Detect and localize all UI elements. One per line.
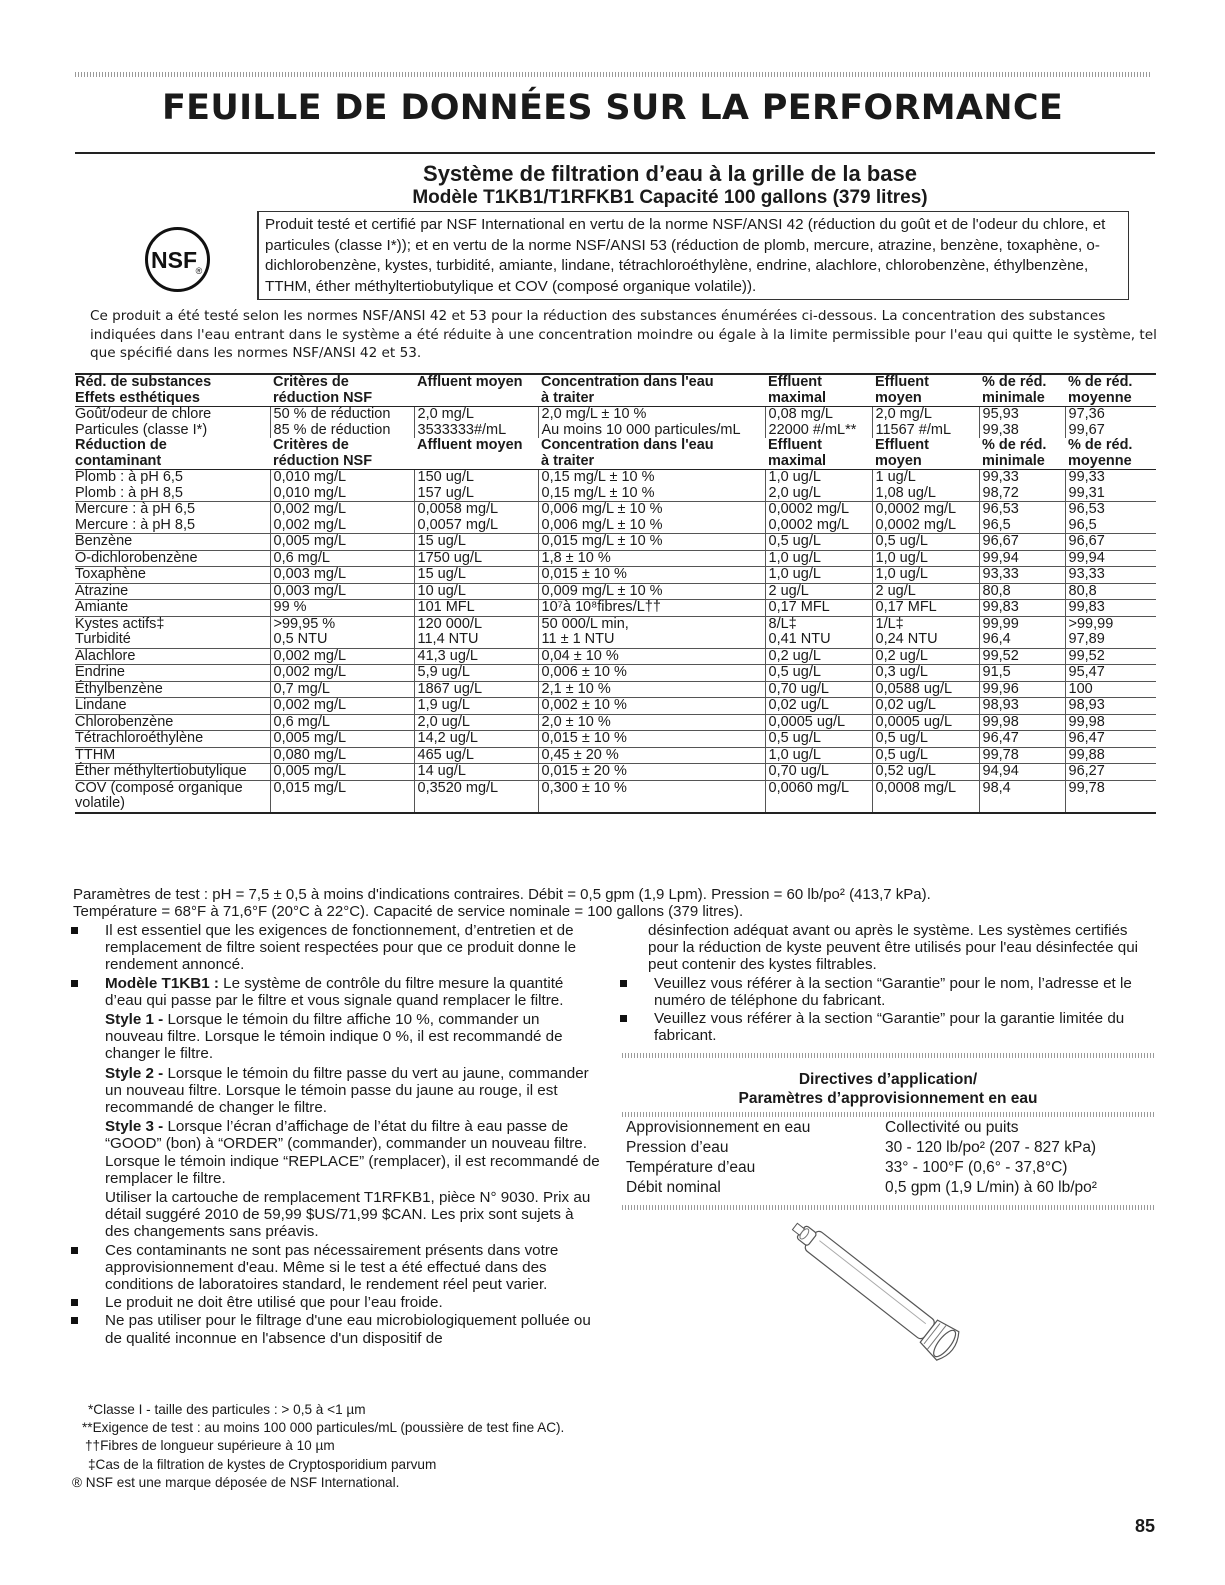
nsf-logo-reg: ® [195,266,203,276]
table-cell: 1,0 ug/L [872,550,979,567]
table-cell: 93,33 [979,567,1065,584]
column-header: Affluent moyen [417,437,523,453]
table-cell: 99,52 [1065,648,1156,665]
table-cell: 5,9 ug/L [414,665,538,682]
table-cell: 50 000/L min, 11 ± 1 NTU [538,616,765,648]
directives-heading: Directives d’application/ Paramètres d’approvisionnement en eau [738,1071,1038,1107]
table-cell: 99,98 [979,714,1065,731]
table-row [75,550,1156,567]
table-cell: 96,67 [1065,534,1156,551]
table-header-row [75,374,1156,407]
table-row [75,764,1156,781]
nsf-logo-icon [144,226,211,293]
table-cell: 99,98 [1065,714,1156,731]
table-cell: 0,17 MFL [765,600,872,617]
table-cell: 0,009 mg/L ± 10 % [538,583,765,600]
table-cell: 1,9 ug/L [414,698,538,715]
table-cell: 98,93 [1065,698,1156,715]
table-cell: 99,88 [1065,747,1156,764]
column-header: Effluent maximal [768,437,827,469]
style-3-note: Style 3 - Lorsque l’écran d’affichage de l’état du filtre à eau passe de “GOOD” (bon) à “ORDER” (commander), commander un nouveau filtre. Lorsque le témoin indique “REPLACE” (remplacer), il est recommandé de remplacer le filtre. [105,1118,600,1187]
table-cell: 10 ug/L [414,583,538,600]
table-cell: Atrazine [75,583,270,600]
table-row [75,681,1156,698]
table-cell: Chlorobenzène [75,714,270,731]
table-cell: 1 ug/L 1,08 ug/L [872,470,979,502]
table-cell: 0,002 mg/L [270,648,414,665]
table-cell: 0,6 mg/L [270,714,414,731]
list-item: Ne pas utiliser pour le filtrage d'une eau microbiologiquement polluée ou de qualité inconnue en l'absence d'un dispositif de [60,1312,600,1346]
table-cell: 1,0 ug/L [765,747,872,764]
table-cell: Goût/odeur de chlore Particules (classe I*) [75,407,270,439]
filter-cartridge-icon [780,1218,980,1368]
column-header: Critères de réduction NSF [270,374,414,407]
footnote: **Exigence de test : au moins 100 000 particules/mL (poussière de test fine AC). [82,1420,565,1436]
table-cell: 0,7 mg/L [270,681,414,698]
style-1-note: Style 1 - Lorsque le témoin du filtre affiche 10 %, commander un nouveau filtre. Lorsque le témoin indique 0 %, il est recommandé de changer le filtre. [105,1011,563,1063]
table-cell: 80,8 [1065,583,1156,600]
table-cell: 95,93 99,38 [979,407,1065,439]
style-2-note: Style 2 - Lorsque le témoin du filtre passe du vert au jaune, commander un nouveau filtre. Lorsque le témoin passe du jaune au rouge, il est recommandé de changer le filtre. [105,1064,589,1117]
test-params-line: Température = 68°F à 71,6°F (20°C à 22°C). Capacité de service nominale = 100 gallons (379 litres). [73,903,744,920]
table-cell: 91,5 [979,665,1065,682]
table-cell: 0,002 mg/L [270,665,414,682]
column-header: % de réd. moyenne [1065,374,1156,407]
column-header: Effluent maximal [765,374,872,407]
column-header: Effluent moyen [872,374,979,407]
table-cell: 99,83 [979,600,1065,617]
table-cell: 0,70 ug/L [765,764,872,781]
table-row: Approvisionnement en eau Collectivité ou puits [626,1119,1019,1136]
column-header: % de réd. minimale [982,437,1047,469]
table-row: Température d’eau 33° - 100°F (0,6° - 37,8°C) [626,1159,1068,1176]
table-cell: 99,94 [979,550,1065,567]
table-row [75,583,1156,600]
table-cell: Amiante [75,600,270,617]
left-bullet-list [60,922,600,1348]
table-cell: 2 ug/L [765,583,872,600]
table-cell: 99 % [270,600,414,617]
table-cell: 99,33 98,72 [979,470,1065,502]
column-header: Concentration dans l'eau à traiter [541,437,714,469]
table-cell: 0,015 mg/L ± 10 % [538,534,765,551]
table-cell: Éthylbenzène [75,681,270,698]
model-subtitle: Modèle T1KB1/T1RFKB1 Capacité 100 gallons (379 litres) [412,187,928,208]
table-cell: 0,015 ± 20 % [538,764,765,781]
table-cell: 0,5 ug/L [765,534,872,551]
table-cell: 1,0 ug/L 2,0 ug/L [765,470,872,502]
certification-box: Produit testé et certifié par NSF International en vertu de la norme NSF/ANSI 42 (réduction du goût et de l'odeur du chlore, et particules (classe I*)); et en vertu de la norme NSF/ANSI 53 (réduction de plomb, mercure, atrazine, benzène, toxaphène, o-dichlorobenzène, kystes, turbidité, amiante, lindane, tétrachloroéthylène, endrine, alachlore, chlorobenzène, éthylbenzène, TTHM, éther méthyltertiobutylique et COV (composé organique volatile)). [257,211,1129,300]
table-cell: 100 [1065,681,1156,698]
table-cell: 0,3 ug/L [872,665,979,682]
footnote: ‡Cas de la filtration de kystes de Cryptosporidium parvum [88,1456,437,1472]
top-hatch-rule [75,72,1150,77]
directives-hatch-rule [622,1112,1155,1117]
table-cell: 99,78 [1065,780,1156,813]
table-cell: 0,005 mg/L [270,534,414,551]
table-cell: 0,0005 ug/L [765,714,872,731]
column-header: Concentration dans l'eau à traiter [538,374,765,407]
list-item: Ces contaminants ne sont pas nécessairement présents dans votre approvisionnement d'eau. Même si le test a été effectué dans des conditions de laboratoires standard, le rendement réel peut varier. [60,1242,600,1294]
table-cell: 80,8 [979,583,1065,600]
table-cell: 2,0 ± 10 % [538,714,765,731]
table-cell: 93,33 [1065,567,1156,584]
table-cell: 0,002 mg/L [270,698,414,715]
table-cell: Kystes actifs‡ Turbidité [75,616,270,648]
list-item: Modèle T1KB1 : Le système de contrôle du filtre mesure la quantité d’eau qui passe par le filtre et vous signale quand remplacer le filtre. Style 1 - Lorsque le témoin du filtre affiche 10 %, commander un nouveau filtre. Lorsque le témoin indique 0 %, il est recommandé de changer le filtre. Style 2 - Lorsque le témoin du filtre passe du vert au jaune, commander un nouveau filtre. Lorsque le témoin passe du jaune au rouge, il est recommandé de changer le filtre. Style 3 - Lorsque l’écran d’affichage de l’état du filtre à eau passe de “GOOD” (bon) à “ORDER” (commander), commander un nouveau filtre. Lorsque le témoin indique “REPLACE” (remplacer), il est recommandé de remplacer le filtre. Utiliser la cartouche de remplacement T1RFKB1, pièce N° 9030. Prix au détail suggéré 2010 de 59,99 $US/71,99 $CAN. Les prix sont sujets à des changements sans préavis. [60,975,600,1241]
table-row [75,780,1156,813]
table-cell: 99,33 99,31 [1065,470,1156,502]
table-row [75,747,1156,764]
table-cell: 15 ug/L [414,534,538,551]
table-cell: 0,04 ± 10 % [538,648,765,665]
table-cell: 96,67 [979,534,1065,551]
table-row: Débit nominal 0,5 gpm (1,9 L/min) à 60 lb/po² [626,1179,1097,1196]
table-cell: 1867 ug/L [414,681,538,698]
system-subtitle: Système de filtration d’eau à la grille de la base [423,161,917,186]
table-row [75,567,1156,584]
table-cell: 0,0008 mg/L [872,780,979,813]
test-params-line: Paramètres de test : pH = 7,5 ± 0,5 à moins d'indications contraires. Débit = 0,5 gpm (1,9 Lpm). Pression = 60 lb/po² (413,7 kPa). [73,886,931,903]
page-number: 85 [1134,1516,1155,1536]
column-header: Effluent moyen [875,437,929,469]
table-row [75,731,1156,748]
column-header: Réduction de contaminant [75,437,167,469]
table-cell: 0,010 mg/L 0,010 mg/L [270,470,414,502]
table-cell: 99,99 96,4 [979,616,1065,648]
table-cell: 0,080 mg/L [270,747,414,764]
table-row [75,714,1156,731]
table-cell: 0,70 ug/L [765,681,872,698]
table-cell: 99,83 [1065,600,1156,617]
table-cell: 95,47 [1065,665,1156,682]
intro-paragraph: Ce produit a été testé selon les normes NSF/ANSI 42 et 53 pour la réduction des substances énumérées ci-dessous. La concentration des substances indiquées dans l'eau entrant dans le système a été réduite à une concentration moindre ou égale à la limite permissible pour l'eau qui quitte le système, tel que spécifié dans les normes NSF/ANSI 42 et 53. [90,308,1157,361]
footnote: *Classe I - taille des particules : > 0,5 à <1 µm [88,1402,366,1417]
table-cell: 0,0002 mg/L 0,0002 mg/L [765,502,872,534]
table-cell: O-dichlorobenzène [75,550,270,567]
table-cell: 0,5 ug/L [872,534,979,551]
table-cell: 1,0 ug/L [872,567,979,584]
table-cell: 465 ug/L [414,747,538,764]
column-header: Réd. de substances Effets esthétiques [75,374,270,407]
table-cell: 0,02 ug/L [765,698,872,715]
table-row: Pression d’eau 30 - 120 lb/po² (207 - 827 kPa) [626,1139,1097,1156]
table-cell: 41,3 ug/L [414,648,538,665]
table-cell: 1,0 ug/L [765,550,872,567]
table-cell: 98,4 [979,780,1065,813]
table-cell: 96,53 96,5 [979,502,1065,534]
table-cell: Alachlore [75,648,270,665]
footnotes [72,1401,772,1492]
table-cell: 0,005 mg/L [270,731,414,748]
table-row [75,698,1156,715]
table-cell: 50 % de réduction 85 % de réduction [270,407,414,439]
table-cell: 14,2 ug/L [414,731,538,748]
right-bullet-list [596,922,1156,1045]
table-cell: 0,5 ug/L [765,665,872,682]
footnote: ® NSF est une marque déposée de NSF International. [72,1474,400,1490]
page-title: FEUILLE DE DONNÉES SUR LA PERFORMANCE [161,88,1064,128]
table-cell: 0,015 mg/L [270,780,414,813]
table-header-row [75,438,1156,470]
table-cell: 0,015 ± 10 % [538,567,765,584]
table-cell: 2,0 mg/L 11567 #/mL [872,407,979,439]
table-row [75,470,1156,502]
nsf-logo-text: NSF [151,247,197,273]
table-cell: Éther méthyltertiobutylique [75,764,270,781]
table-cell: 96,47 [1065,731,1156,748]
table-cell: 8/L‡ 0,41 NTU [765,616,872,648]
replacement-note: Utiliser la cartouche de remplacement T1RFKB1, pièce N° 9030. Prix au détail suggéré 2010 de 59,99 $US/71,99 $CAN. Les prix sont sujets à des changements sans préavis. [105,1189,591,1241]
list-item: désinfection adéquat avant ou après le système. Les systèmes certifiés pour la réduction de kyste peuvent être utilisés pour l'eau désinfectée qui peut contenir des kystes filtrables. [648,922,1139,974]
table-cell: 0,0002 mg/L 0,0002 mg/L [872,502,979,534]
table-cell: 97,36 99,67 [1065,407,1156,439]
table-cell: 0,17 MFL [872,600,979,617]
bullet-square-icon [71,927,78,934]
table-cell: 0,6 mg/L [270,550,414,567]
test-parameters [73,886,1153,920]
table-cell: 96,27 [1065,764,1156,781]
table-cell: 101 MFL [414,600,538,617]
table-cell: TTHM [75,747,270,764]
table-row [75,534,1156,551]
column-header: % de réd. minimale [979,374,1065,407]
table-cell: Plomb : à pH 6,5 Plomb : à pH 8,5 [75,470,270,502]
table-row [75,648,1156,665]
table-cell: 14 ug/L [414,764,538,781]
table-cell: 0,5 ug/L [872,731,979,748]
table-cell: 15 ug/L [414,567,538,584]
bullet-square-icon [71,980,78,987]
table-cell: >99,95 % 0,5 NTU [270,616,414,648]
table-cell: 0,15 mg/L ± 10 % 0,15 mg/L ± 10 % [538,470,765,502]
table-cell: 98,93 [979,698,1065,715]
table-cell: 0,015 ± 10 % [538,731,765,748]
table-cell: 150 ug/L 157 ug/L [414,470,538,502]
table-cell: 96,53 96,5 [1065,502,1156,534]
table-cell: 0,0005 ug/L [872,714,979,731]
table-cell: 0,002 mg/L 0,002 mg/L [270,502,414,534]
title-rule [75,152,1155,154]
section-hatch-rule [622,1053,1155,1058]
table-cell: 1/L‡ 0,24 NTU [872,616,979,648]
table-cell: 0,003 mg/L [270,583,414,600]
table-cell: 0,02 ug/L [872,698,979,715]
column-header: Critères de réduction NSF [273,437,373,469]
bullet-square-icon [620,980,627,987]
table-cell: COV (composé organique volatile) [75,780,270,813]
table-cell: Lindane [75,698,270,715]
list-item: Veuillez vous référer à la section “Garantie” pour la garantie limitée du fabricant. [596,1010,1156,1044]
table-cell: 2,1 ± 10 % [538,681,765,698]
table-cell: 1,8 ± 10 % [538,550,765,567]
table-cell: 0,0588 ug/L [872,681,979,698]
table-cell: 120 000/L 11,4 NTU [414,616,538,648]
table-cell: 0,300 ± 10 % [538,780,765,813]
table-cell: 10⁷à 10⁸fibres/L†† [538,600,765,617]
table-cell: 0,002 ± 10 % [538,698,765,715]
table-cell: 0,006 ± 10 % [538,665,765,682]
table-cell: 99,52 [979,648,1065,665]
table-cell: Mercure : à pH 6,5 Mercure : à pH 8,5 [75,502,270,534]
list-item: Le produit ne doit être utilisé que pour l’eau froide. [60,1294,600,1311]
table-cell: 2 ug/L [872,583,979,600]
table-row [75,665,1156,682]
column-header: % de réd. moyenne [1068,437,1133,469]
table-cell: 0,3520 mg/L [414,780,538,813]
footnote: ††Fibres de longueur supérieure à 10 µm [85,1438,335,1454]
bullet-square-icon [71,1299,78,1306]
performance-table [75,373,1156,814]
table-cell: 0,0060 mg/L [765,780,872,813]
bullet-square-icon [620,1015,627,1022]
list-item: Il est essentiel que les exigences de fonctionnement, d’entretien et de remplacement de filtre soient respectées pour que ce produit donne le rendement annoncé. [60,922,600,974]
table-cell: 0,08 mg/L 22000 #/mL** [765,407,872,439]
table-row [75,600,1156,617]
table-cell: Endrine [75,665,270,682]
table-cell: Benzène [75,534,270,551]
list-item: Veuillez vous référer à la section “Garantie” pour le nom, l’adresse et le numéro de téléphone du fabricant. [596,975,1156,1009]
table-cell: 2,0 ug/L [414,714,538,731]
table-cell: 0,006 mg/L ± 10 % 0,006 mg/L ± 10 % [538,502,765,534]
bullet-square-icon [71,1247,78,1254]
bullet-square-icon [71,1317,78,1324]
table-cell: >99,99 97,89 [1065,616,1156,648]
table-row [75,502,1156,534]
table-cell: 94,94 [979,764,1065,781]
table-cell: 0,2 ug/L [872,648,979,665]
table-cell: 96,47 [979,731,1065,748]
table-cell: 0,52 ug/L [872,764,979,781]
table-row [75,407,1156,439]
table-cell: 1750 ug/L [414,550,538,567]
table-cell: 2,0 mg/L ± 10 % Au moins 10 000 particules/mL [538,407,765,439]
table-cell: 0,0058 mg/L 0,0057 mg/L [414,502,538,534]
directives-hatch-rule [622,1205,1155,1210]
table-row [75,616,1156,648]
table-cell: Tétrachloroéthylène [75,731,270,748]
table-cell: Toxaphène [75,567,270,584]
table-cell: 0,5 ug/L [872,747,979,764]
table-cell: 99,78 [979,747,1065,764]
table-cell: 1,0 ug/L [765,567,872,584]
table-cell: 0,003 mg/L [270,567,414,584]
table-cell: 99,94 [1065,550,1156,567]
table-cell: 2,0 mg/L 3533333#/mL [414,407,538,439]
table-cell: 99,96 [979,681,1065,698]
table-cell: 0,45 ± 20 % [538,747,765,764]
table-cell: 0,2 ug/L [765,648,872,665]
column-header: Affluent moyen [414,374,538,407]
table-cell: 0,005 mg/L [270,764,414,781]
supply-parameters-table [626,1118,1158,1198]
table-cell: 0,5 ug/L [765,731,872,748]
